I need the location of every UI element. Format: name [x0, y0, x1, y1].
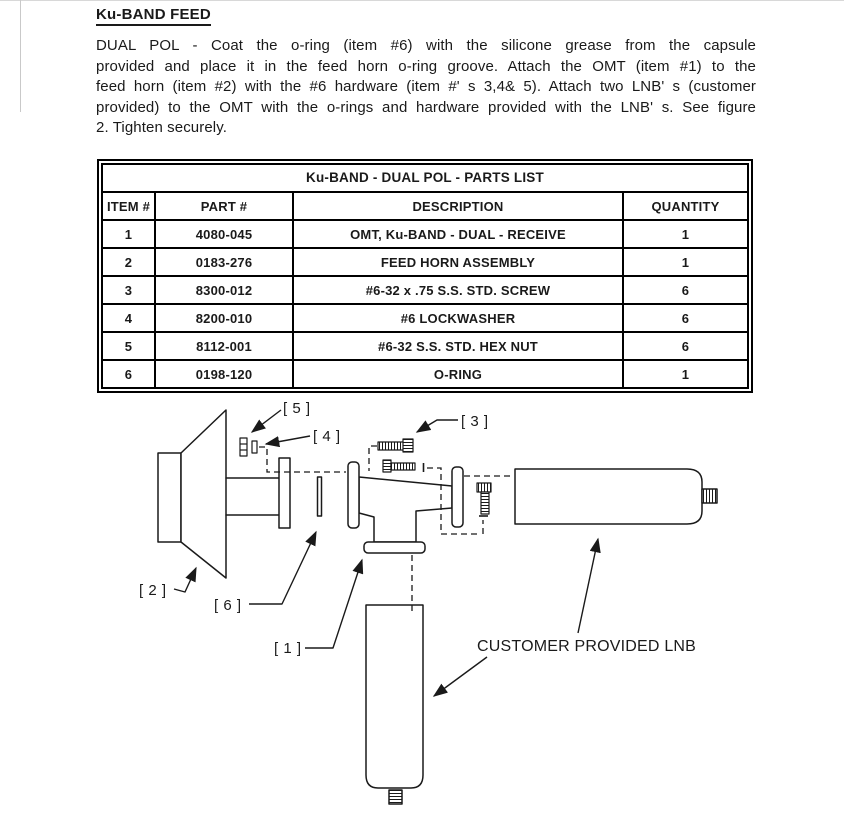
cell-quantity: 6 — [623, 304, 747, 332]
vertical-lnb-drawing — [366, 605, 423, 804]
cell-quantity: 1 — [623, 220, 747, 248]
label-item-3: [ 3 ] — [461, 413, 489, 430]
cell-description: O-RING — [293, 360, 623, 387]
table-row — [103, 220, 747, 248]
cell-item: 1 — [103, 220, 155, 248]
leader-item-3 — [417, 420, 458, 432]
screw-left-drawing — [378, 439, 413, 452]
paragraph-line: feed horn (item #2) with the #6 hardware (item #' s 3,4& 5). Attach two LNB' s (customer — [96, 78, 756, 96]
paragraph-line: provided) to the OMT with the o-rings and hardware provided with the LNB' s. See figure — [96, 98, 756, 116]
cell-item: 6 — [103, 360, 155, 387]
cell-quantity: 1 — [623, 248, 747, 276]
scan-artifact-left — [20, 0, 21, 112]
horizontal-lnb-drawing — [515, 469, 717, 524]
leader-lnb-horizontal — [578, 539, 598, 633]
cell-quantity: 1 — [623, 360, 747, 387]
assembly-diagram — [0, 390, 844, 812]
page-title: Ku-BAND FEED — [96, 6, 211, 26]
paragraph-line: DUAL POL - Coat the o-ring (item #6) with the silicone grease from the capsule — [96, 37, 756, 54]
label-item-4: [ 4 ] — [313, 428, 341, 445]
cell-part: 0183-276 — [155, 248, 293, 276]
cell-description: #6-32 x .75 S.S. STD. SCREW — [293, 276, 623, 304]
hex-nut-drawing — [240, 438, 247, 456]
parts-list-table-inner-border — [101, 163, 749, 389]
cell-description: #6-32 S.S. STD. HEX NUT — [293, 332, 623, 360]
cell-description: FEED HORN ASSEMBLY — [293, 248, 623, 276]
table-row — [103, 276, 747, 304]
cell-part: 4080-045 — [155, 220, 293, 248]
parts-table-title: Ku-BAND - DUAL POL - PARTS LIST — [103, 165, 747, 193]
paragraph-line: provided and place it in the feed horn o-ring groove. Attach the OMT (item #1) to the — [96, 57, 756, 75]
column-header-quantity: QUANTITY — [623, 193, 747, 220]
cell-part: 8300-012 — [155, 276, 293, 304]
column-header-description: DESCRIPTION — [293, 193, 623, 220]
table-row — [103, 332, 747, 360]
cell-part: 0198-120 — [155, 360, 293, 387]
feed-horn-drawing — [158, 410, 290, 578]
cell-quantity: 6 — [623, 276, 747, 304]
label-customer-lnb: CUSTOMER PROVIDED LNB — [477, 638, 697, 655]
column-header-item: ITEM # — [103, 193, 155, 220]
table-header-row — [103, 193, 747, 220]
leader-item-5 — [252, 410, 281, 432]
leader-item-4 — [266, 436, 310, 444]
label-item-1: [ 1 ] — [274, 640, 302, 657]
screw-vertical-drawing — [477, 483, 491, 514]
table-row — [103, 304, 747, 332]
o-ring-drawing — [318, 477, 322, 516]
table-row — [103, 248, 747, 276]
cell-item: 2 — [103, 248, 155, 276]
cell-item: 3 — [103, 276, 155, 304]
omt-drawing — [348, 462, 463, 553]
parts-list-table — [97, 159, 753, 393]
label-item-6: [ 6 ] — [214, 597, 242, 614]
leader-item-1 — [305, 560, 362, 648]
lockwasher-drawing — [252, 441, 257, 453]
cell-item: 4 — [103, 304, 155, 332]
cell-part: 8112-001 — [155, 332, 293, 360]
assembly-diagram-drawing — [0, 390, 844, 812]
instructions-paragraph — [96, 36, 756, 139]
cell-description: #6 LOCKWASHER — [293, 304, 623, 332]
scan-artifact-top — [0, 0, 844, 1]
table-row — [103, 360, 747, 387]
leader-lnb-vertical — [434, 657, 487, 696]
leader-item-6 — [249, 532, 316, 604]
paragraph-line: 2. Tighten securely. — [96, 119, 227, 137]
cell-description: OMT, Ku-BAND - DUAL - RECEIVE — [293, 220, 623, 248]
cell-quantity: 6 — [623, 332, 747, 360]
leader-item-2 — [174, 568, 196, 592]
column-header-part: PART # — [155, 193, 293, 220]
label-item-5: [ 5 ] — [283, 400, 311, 417]
label-item-2: [ 2 ] — [139, 582, 167, 599]
cell-part: 8200-010 — [155, 304, 293, 332]
cell-item: 5 — [103, 332, 155, 360]
screw-right-drawing — [383, 460, 415, 472]
